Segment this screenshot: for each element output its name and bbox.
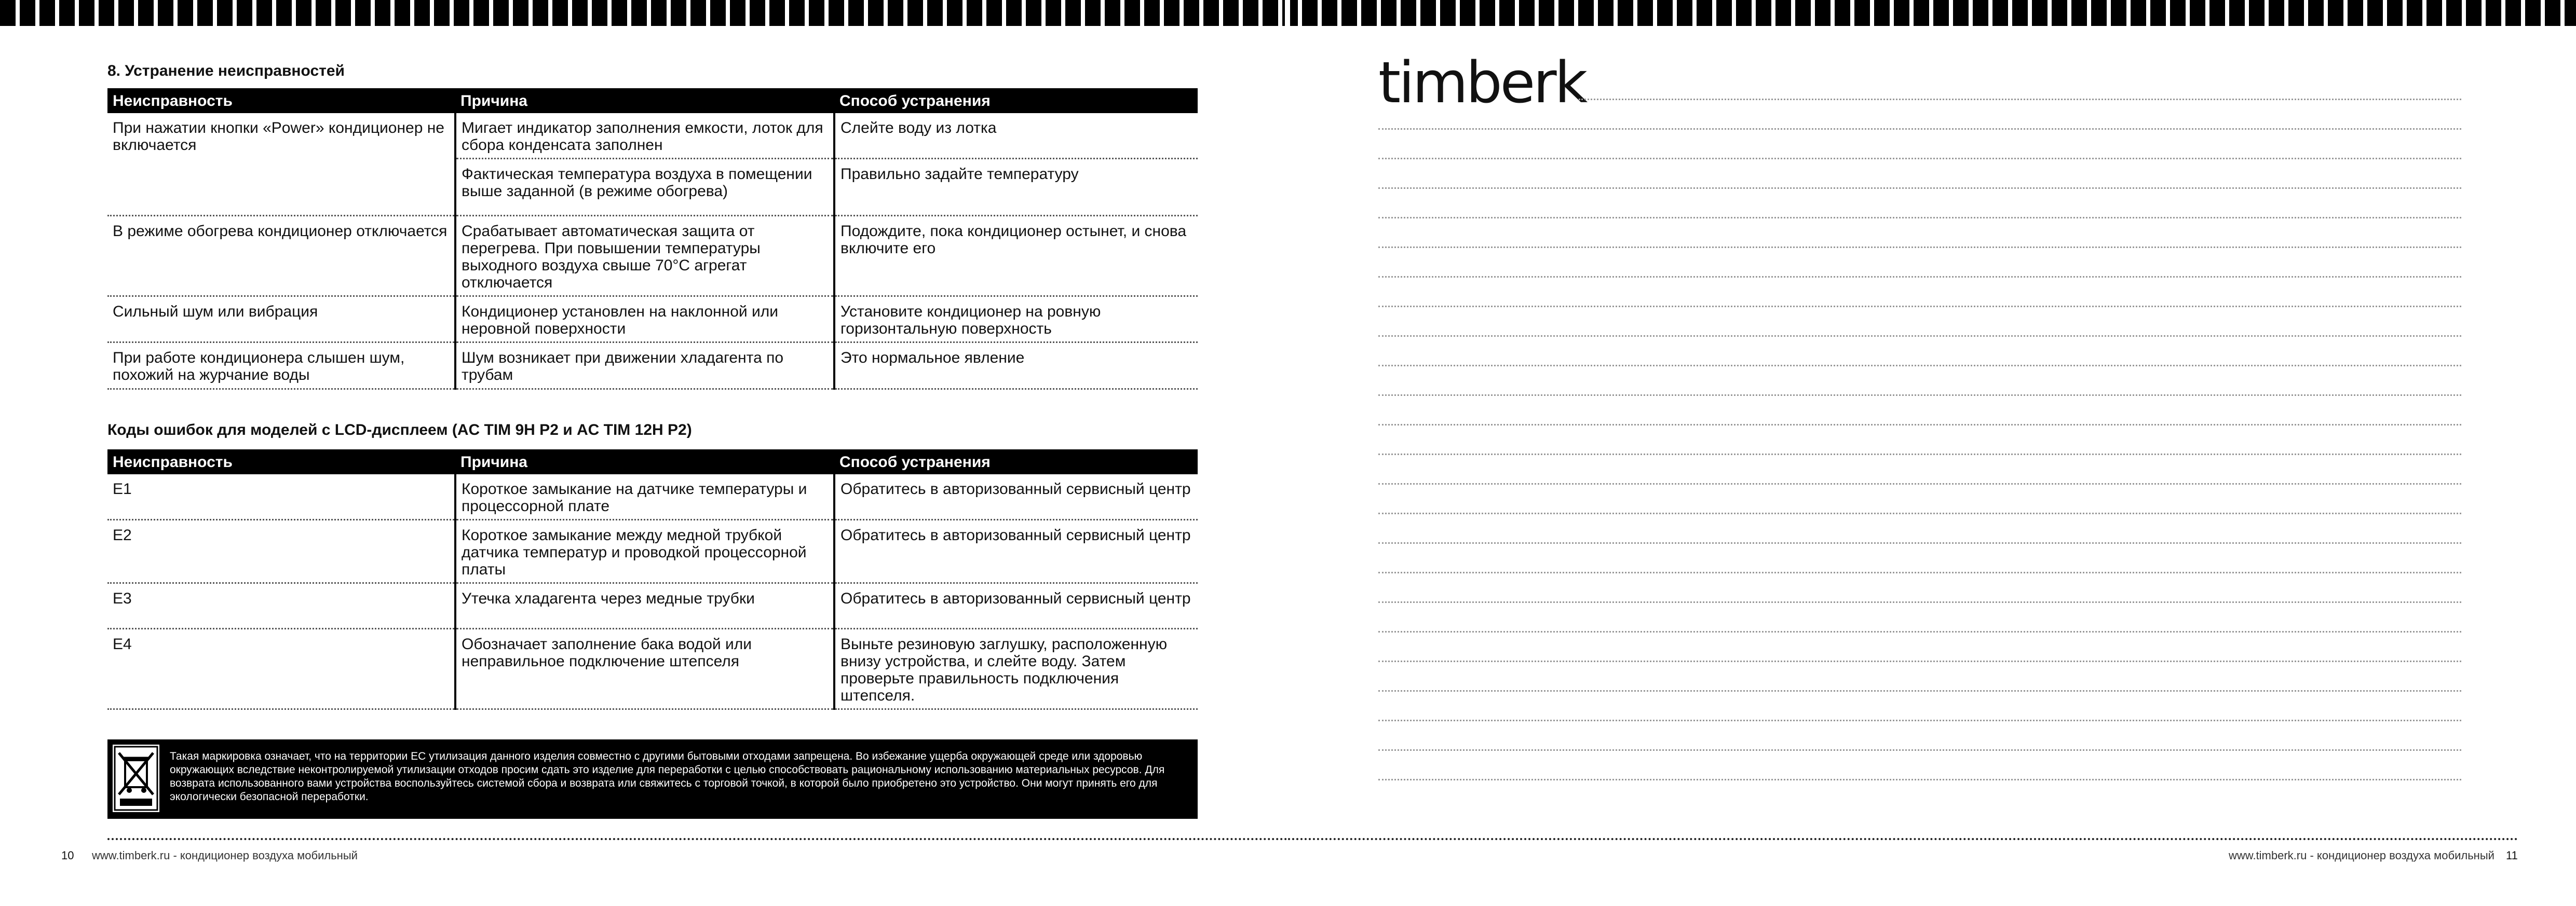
weee-disposal-notice [107, 739, 1198, 819]
column-header: Причина [455, 449, 834, 474]
disposal-text: Такая маркировка означает, что на территории ЕС утилизация данного изделия совместно с другими бытовыми отходами запрещена. Во избежание ущерба окружающей среде или здоровью окружающих вследствие неконтролируемой утилизации отходов просим сдать это изделие для переработки с целью способствовать рациональному использованию материальных ресурсов. Для возврата использованного вами устройства воспользуйтесь системой сбора и возврата или свяжитесь с торговой точкой, в которой было приобретено это устройство. Они могут принять его для экологически безопасной переработки. [170, 750, 1165, 803]
error-code-cell: E4 [107, 629, 455, 709]
remedy-cell: Установите кондиционер на ровную горизонтальную поверхность [834, 296, 1198, 342]
note-line [1378, 572, 2461, 573]
cause-cell: Фактическая температура воздуха в помещении выше заданной (в режиме обогрева) [455, 159, 834, 216]
remedy-cell: Правильно задайте температуру [834, 159, 1198, 216]
cause-cell: Короткое замыкание между медной трубкой датчика температур и проводкой процессорной платы [455, 520, 834, 583]
cause-cell: Шум возникает при движении хладагента по трубам [455, 342, 834, 389]
table-row [107, 629, 1198, 709]
troubleshooting-table [107, 88, 1198, 390]
fault-cell: При работе кондиционера слышен шум, похожий на журчание воды [107, 342, 455, 389]
cause-cell: Утечка хладагента через медные трубки [455, 583, 834, 629]
remedy-cell: Слейте воду из лотка [834, 113, 1198, 159]
note-line [1378, 158, 2461, 159]
note-line [1378, 187, 2461, 189]
column-header: Способ устранения [834, 449, 1198, 474]
column-header: Неисправность [107, 449, 455, 474]
fault-cell: В режиме обогрева кондиционер отключается [107, 216, 455, 296]
error-code-cell: E2 [107, 520, 455, 583]
crossed-out-wheelie-bin-icon [113, 745, 159, 812]
note-line [1378, 779, 2461, 780]
error-code-cell: E1 [107, 474, 455, 520]
note-line [1378, 335, 2461, 337]
timberk-logo: timberk [1378, 49, 1586, 116]
fault-cell: При нажатии кнопки «Power» кондиционер не включается [113, 119, 444, 154]
note-line [1378, 365, 2461, 366]
fault-cell: Сильный шум или вибрация [107, 296, 455, 342]
error-codes-title: Коды ошибок для моделей с LCD-дисплеем (AC TIM 9H P2 и AC TIM 12H P2) [107, 421, 692, 438]
note-line [1378, 690, 2461, 692]
remedy-cell: Выньте резиновую заглушку, расположенную внизу устройства, и слейте воду. Затем проверьте правильность подключения штепселя. [834, 629, 1198, 709]
column-header: Неисправность [107, 88, 455, 113]
note-line [1378, 601, 2461, 603]
table-row [107, 159, 1198, 216]
note-line [1378, 306, 2461, 307]
note-line [1378, 394, 2461, 396]
note-line [1378, 661, 2461, 662]
remedy-cell: Обратитесь в авторизованный сервисный центр [834, 520, 1198, 583]
note-line [1378, 276, 2461, 278]
remedy-cell: Обратитесь в авторизованный сервисный центр [834, 583, 1198, 629]
note-line [1378, 513, 2461, 514]
note-line [1378, 483, 2461, 485]
remedy-cell: Это нормальное явление [834, 342, 1198, 389]
table-row [107, 520, 1198, 583]
column-header: Причина [455, 88, 834, 113]
cause-cell: Обозначает заполнение бака водой или неправильное подключение штепселя [455, 629, 834, 709]
cause-cell: Срабатывает автоматическая защита от перегрева. При повышении температуры выходного воздуха свыше 70°С агрегат отключается [455, 216, 834, 296]
note-line [1378, 217, 2461, 218]
page-number: 10 [61, 849, 74, 862]
table-row [107, 113, 1198, 159]
note-line [1378, 128, 2461, 130]
note-line [1579, 99, 2461, 100]
footer-divider [1288, 838, 2518, 840]
note-line [1378, 749, 2461, 751]
cause-cell: Мигает индикатор заполнения емкости, лоток для сбора конденсата заполнен [455, 113, 834, 159]
error-code-cell: E3 [107, 583, 455, 629]
fault-cell [107, 159, 455, 216]
footer-divider [107, 838, 1288, 840]
footer-text: www.timberk.ru - кондиционер воздуха мобильный [2229, 849, 2494, 862]
remedy-cell: Подождите, пока кондиционер остынет, и снова включите его [834, 216, 1198, 296]
error-codes-table [107, 449, 1198, 710]
footer-text: www.timberk.ru - кондиционер воздуха мобильный [92, 849, 358, 862]
table-row [107, 296, 1198, 342]
cause-cell: Короткое замыкание на датчике температуры и процессорной плате [455, 474, 834, 520]
section-title: 8. Устранение неисправностей [107, 62, 345, 79]
note-line [1378, 454, 2461, 455]
page-number: 11 [2506, 849, 2518, 862]
note-line [1378, 542, 2461, 544]
column-header: Способ устранения [834, 88, 1198, 113]
note-line [1378, 720, 2461, 721]
table-row [107, 216, 1198, 296]
table-row [107, 474, 1198, 520]
cause-cell: Кондиционер установлен на наклонной или неровной поверхности [455, 296, 834, 342]
table-row [107, 342, 1198, 389]
note-line [1378, 631, 2461, 633]
table-row [107, 583, 1198, 629]
table-header-row [107, 88, 1198, 113]
table-header-row [107, 449, 1198, 474]
remedy-cell: Обратитесь в авторизованный сервисный центр [834, 474, 1198, 520]
right-page [1288, 0, 2576, 906]
note-line [1378, 246, 2461, 248]
note-line [1378, 424, 2461, 425]
